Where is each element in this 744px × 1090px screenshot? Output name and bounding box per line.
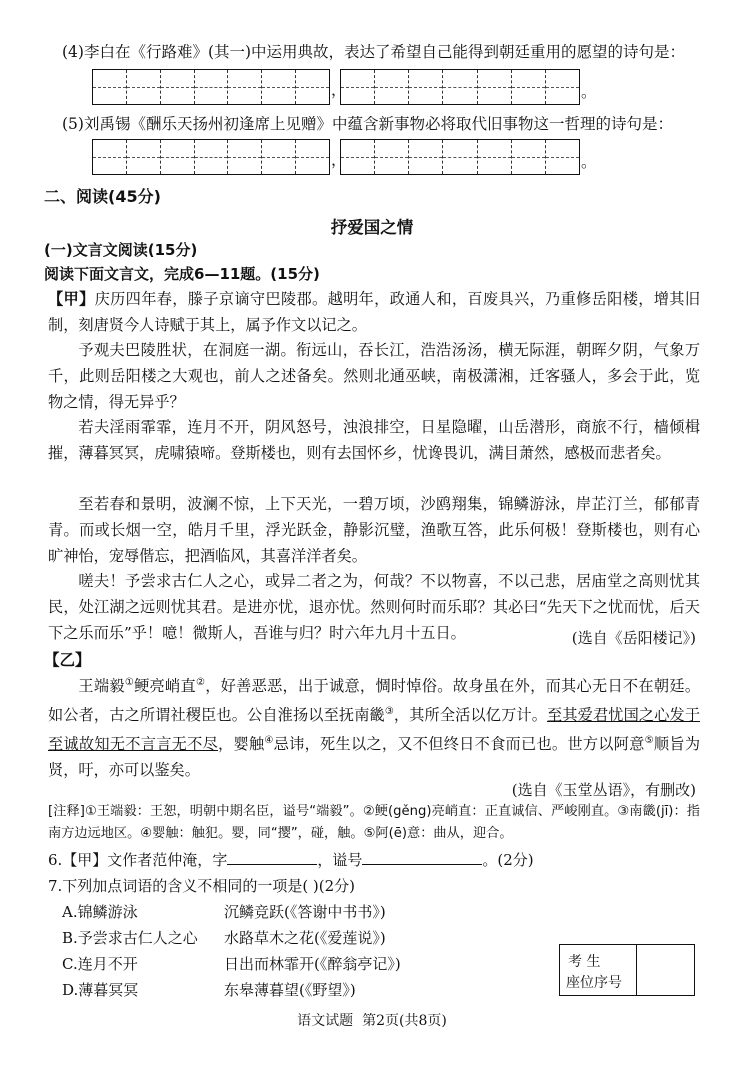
seat-number-box [559,944,695,996]
question-5-text: (5)刘禹锡《酬乐天扬州初逢席上见赠》中蕴含新事物必将取代旧事物这一哲理的诗句是： [62,115,673,133]
yi-text-7: 顺旨为贤，吁，亦可以鉴矣。 [48,735,701,780]
seat-label-line1: 考 生 [568,954,601,970]
question-4-text: (4)李白在《行路难》(其一)中运用典故，表达了希望自己能得到朝廷重用的愿望的诗句是： [62,43,686,61]
q7-option-a-label[interactable]: A.锦鳞游泳 [62,903,138,921]
page-footer: 语文试题 第2页(共8页) [297,1013,447,1029]
passage-yi [48,670,700,783]
instruction: 阅读下面文言文，完成6—11题。(15分) [44,265,320,283]
seat-label-line2: 座位序号 [566,975,622,991]
q7-option-b-pair: 水路草木之花(《爱莲说》) [224,929,386,947]
yi-text-6: 忌讳，死生以之，又不但终日不食而已也。世方以阿意 [273,735,645,754]
q7-option-c-label[interactable]: C.连月不开 [62,955,138,973]
yi-text-5: ，婴触 [218,735,265,754]
theme-title: 抒爱国之情 [330,218,414,237]
passage-jia-p2: 予观夫巴陵胜状，在洞庭一湖。衔远山，吞长江，浩浩汤汤，横无际涯，朝晖夕阴，气象万千，此则岳阳楼之大观也，前人之述备矣。然则北通巫峡，南极潇湘，迁客骚人，多会于此，览物之情，得无异乎？ [48,341,700,411]
sub-heading: (一)文言文阅读(15分) [44,241,198,259]
period-q4: 。 [581,83,597,101]
q6-blank-zi[interactable] [227,850,317,865]
answer-grid-q5-second[interactable] [340,139,580,175]
yi-text-2: 鲠亮峭直 [134,677,196,696]
annotation-notes: [注释]①王端毅：王恕，明朝中期名臣，谥号“端毅”。②鲠(gěng)亮峭直：正直诚信、严峻刚直。③南畿(jī)：指南方边远地区。④婴触：触犯。婴，同“撄”，碰，触。⑤阿(ē)意：曲从，迎合。 [48,804,700,841]
q7-option-d-pair: 东皋薄暮望(《野望》) [224,981,356,999]
passage-jia-p4: 至若春和景明，波澜不惊，上下天光，一碧万顷，沙鸥翔集，锦鳞游泳，岸芷汀兰，郁郁青青。而或长烟一空，皓月千里，浮光跃金，静影沉璧，渔歌互答，此乐何极！登斯楼也，则有心旷神怡，宠辱偕忘，把酒临风，其喜洋洋者矣。 [48,495,700,565]
comma-q5: ， [331,151,347,169]
footnote-ref-1: ① [124,677,135,688]
answer-grid-q4-first[interactable] [92,69,330,105]
period-q5: 。 [581,153,597,171]
jia-label: 【甲】 [48,290,95,308]
question-7-stem: 7.下列加点词语的含义不相同的一项是( )(2分) [48,877,356,895]
yi-text-3: ，好善恶恶，出于诚意，惆时悼俗。故身虽在外，而其心无日不在朝廷。如公者，古之所谓社稷臣也。公自淮扬以至抚南畿 [48,677,701,725]
passage-jia-p3: 若夫淫雨霏霏，连月不开，阴风怒号，浊浪排空，日星隐曜，山岳潜形，商旅不行，樯倾楫摧，薄暮冥冥，虎啸猿啼。登斯楼也，则有去国怀乡，忧谗畏讥，满目萧然，感极而悲者矣。 [48,418,700,462]
seat-number-field[interactable] [638,945,694,994]
answer-grid-q5-first[interactable] [92,139,330,175]
passage-jia-p1 [48,286,700,338]
source-jia: (选自《岳阳楼记》) [571,629,696,647]
q6-text-c: 。(2分) [482,851,534,869]
q6-text-a: 6.【甲】文作者范仲淹，字 [48,851,228,869]
comma-q4: ， [331,81,347,99]
answer-grid-q4-second[interactable] [340,69,580,105]
footnote-ref-4: ④ [264,735,274,747]
q6-blank-shihao[interactable] [362,850,482,865]
yi-text-4: ，其所全活以亿万计。 [393,706,548,725]
footnote-ref-2: ② [195,677,206,688]
jia-p1-text: 庆历四年春，滕子京谪守巴陵郡。越明年，政通人和，百废具兴，乃重修岳阳楼，增其旧制，刻唐贤今人诗赋于其上，属予作文以记之。 [48,290,701,334]
passage-jia-p5: 嗟夫！予尝求古仁人之心，或异二者之为，何哉？不以物喜，不以己悲，居庙堂之高则忧其民，处江湖之远则忧其君。是进亦忧，退亦忧。然则何时而乐耶？其必曰“先天下之忧而忧，后天下之乐而乐”乎！噫！微斯人，吾谁与归？时六年九月十五日。 [48,572,700,642]
footnote-ref-3: ③ [384,706,394,718]
source-yi: (选自《玉堂丛语》，有删改) [511,781,696,799]
q7-option-c-pair: 日出而林霏开(《醉翁亭记》) [224,955,401,973]
q6-text-b: ，谥号 [317,851,363,869]
question-6 [48,849,534,870]
footnote-ref-5: ⑤ [644,735,654,747]
yi-label: 【乙】 [44,651,91,669]
underlined-sentence: 至其爱君忧国之心发于至诚故知无不言言无不尽 [48,706,701,754]
q7-option-d-label[interactable]: D.薄暮冥冥 [62,981,139,999]
q7-option-a-pair: 沉鳞竞跃(《答谢中书书》) [224,903,386,921]
q7-option-b-label[interactable]: B.予尝求古仁人之心 [62,929,198,947]
yi-text-1: 王端毅 [78,677,125,696]
section-heading: 二、阅读(45分) [44,187,161,206]
